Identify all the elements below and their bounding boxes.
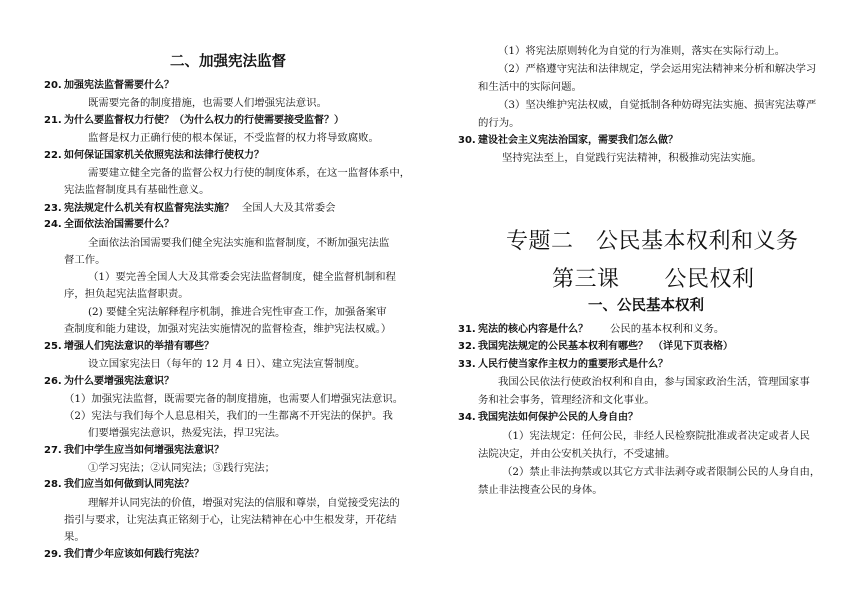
question-32: 32. 我国宪法规定的公民基本权利有哪些？ （详见下页表格） — [458, 341, 733, 352]
question-25: 25. 增强人们宪法意识的举措有哪些？ — [44, 341, 214, 352]
question-28: 28. 我们应当如何做到认同宪法？ — [44, 479, 194, 490]
question-26: 26. 为什么要增强宪法意识？ — [44, 376, 174, 387]
answer-34-item-2-line-1: （2）禁止非法拘禁或以其它方式非法剥夺或者限制公民的人身自由， — [502, 466, 821, 478]
answer-24-p3-line-1: (2) 要健全宪法解释程序机制，推进合宪性审查工作，加强备案审 — [88, 306, 387, 318]
question-23: 23. 宪法规定什么机关有权监督宪法实施？ 全国人大及其常委会 — [44, 202, 336, 214]
question-20: 20. 加强宪法监督需要什么？ — [44, 80, 174, 91]
lesson-title: 第三课 公民权利 — [552, 267, 755, 292]
answer-31: 公民的基本权利和义务。 — [610, 323, 725, 335]
question-31: 31. 宪法的核心内容是什么？ 公民的基本权利和义务。 — [458, 323, 725, 335]
answer-29-item-1: （1）将宪法原则转化为自觉的行为准则，落实在实际行动上。 — [498, 45, 786, 57]
answer-29-item-3-line-2: 的行为。 — [478, 117, 520, 129]
question-34: 34. 我国宪法如何保护公民的人身自由？ — [458, 412, 638, 423]
answer-28-line-2: 指引与要求，让宪法真正铭刻于心，让宪法精神在心中生根发芽，开花结 — [64, 514, 397, 526]
answer-28-line-1: 理解并认同宪法的价值，增强对宪法的信服和尊崇，自觉接受宪法的 — [88, 497, 400, 509]
answer-24-p1-line-2: 督工作。 — [64, 254, 106, 266]
answer-34-item-2-line-2: 禁止非法搜查公民的身体。 — [478, 484, 603, 496]
answer-29-item-2-line-2: 和生活中的实际问题。 — [478, 81, 582, 93]
question-27: 27. 我们中学生应当如何增强宪法意识？ — [44, 445, 224, 456]
answer-24-p3-line-2: 查制度和能力建设，加强对宪法实施情况的监督检查，维护宪法权威。） — [64, 323, 392, 335]
answer-34-item-1-line-2: 法院决定，并由公安机关执行，不受逮捕。 — [478, 448, 676, 460]
answer-20: 既需要完备的制度措施，也需要人们增强宪法意识。 — [88, 97, 327, 109]
answer-21: 监督是权力正确行使的根本保证，不受监督的权力将导致腐败。 — [88, 132, 379, 144]
question-29: 29. 我们青少年应该如何践行宪法？ — [44, 549, 204, 560]
answer-25: 设立国家宪法日（每年的 12 月 4 日）、建立宪法宣誓制度。 — [88, 358, 366, 370]
answer-27: ①学习宪法；②认同宪法；③践行宪法； — [88, 462, 276, 474]
answer-28-line-3: 果。 — [64, 531, 85, 543]
answer-24-p2-line-2: 序，担负起宪法监督职责。 — [64, 288, 189, 300]
topic-title: 专题二 公民基本权利和义务 — [506, 229, 799, 254]
answer-33-line-1: 我国公民依法行使政治权利和自由，参与国家政治生活，管理国家事 — [498, 376, 810, 388]
answer-23: 全国人大及其常委会 — [242, 202, 336, 214]
question-22: 22. 如何保证国家机关依照宪法和法律行使权力？ — [44, 150, 264, 161]
answer-22-line-1: 需要建立健全完备的监督公权力行使的制度体系，在这一监督体系中， — [88, 167, 411, 179]
answer-26-item-2-line-2: 们要增强宪法意识，热爱宪法，捍卫宪法。 — [88, 427, 286, 439]
answer-24-p1-line-1: 全面依法治国需要我们健全宪法实施和监督制度，不断加强宪法监 — [88, 237, 390, 249]
section-title-strengthen-supervision: 二、加强宪法监督 — [170, 54, 286, 70]
answer-26-item-2-line-1: （2）宪法与我们每个人息息相关，我们的一生都离不开宪法的保护。我 — [64, 410, 393, 422]
question-33: 33. 人民行使当家作主权力的重要形式是什么？ — [458, 359, 668, 370]
answer-24-p2-line-1: （1）要完善全国人大及其常委会宪法监督制度，健全监督机制和程 — [88, 271, 396, 283]
answer-22-line-2: 宪法监督制度具有基础性意义。 — [64, 184, 210, 196]
question-21: 21. 为什么要监督权力行使？（为什么权力的行使需要接受监督？） — [44, 115, 344, 126]
question-24: 24. 全面依法治国需要什么？ — [44, 219, 174, 230]
answer-34-item-1-line-1: （1）宪法规定：任何公民，非经人民检察院批准或者决定或者人民 — [502, 430, 810, 442]
answer-29-item-2-line-1: （2）严格遵守宪法和法律规定，学会运用宪法精神来分析和解决学习 — [498, 63, 817, 75]
question-30: 30. 建设社会主义宪法治国家，需要我们怎么做？ — [458, 135, 678, 146]
answer-29-item-3-line-1: （3）坚决维护宪法权威，自觉抵制各种妨碍宪法实施、损害宪法尊严 — [498, 99, 817, 111]
answer-30: 坚持宪法至上，自觉践行宪法精神，积极推动宪法实施。 — [502, 152, 762, 164]
section-title-basic-rights: 一、公民基本权利 — [588, 298, 704, 314]
answer-33-line-2: 务和社会事务，管理经济和文化事业。 — [478, 394, 655, 406]
answer-26-item-1: （1）加强宪法监督，既需要完备的制度措施，也需要人们增强宪法意识。 — [64, 393, 404, 405]
